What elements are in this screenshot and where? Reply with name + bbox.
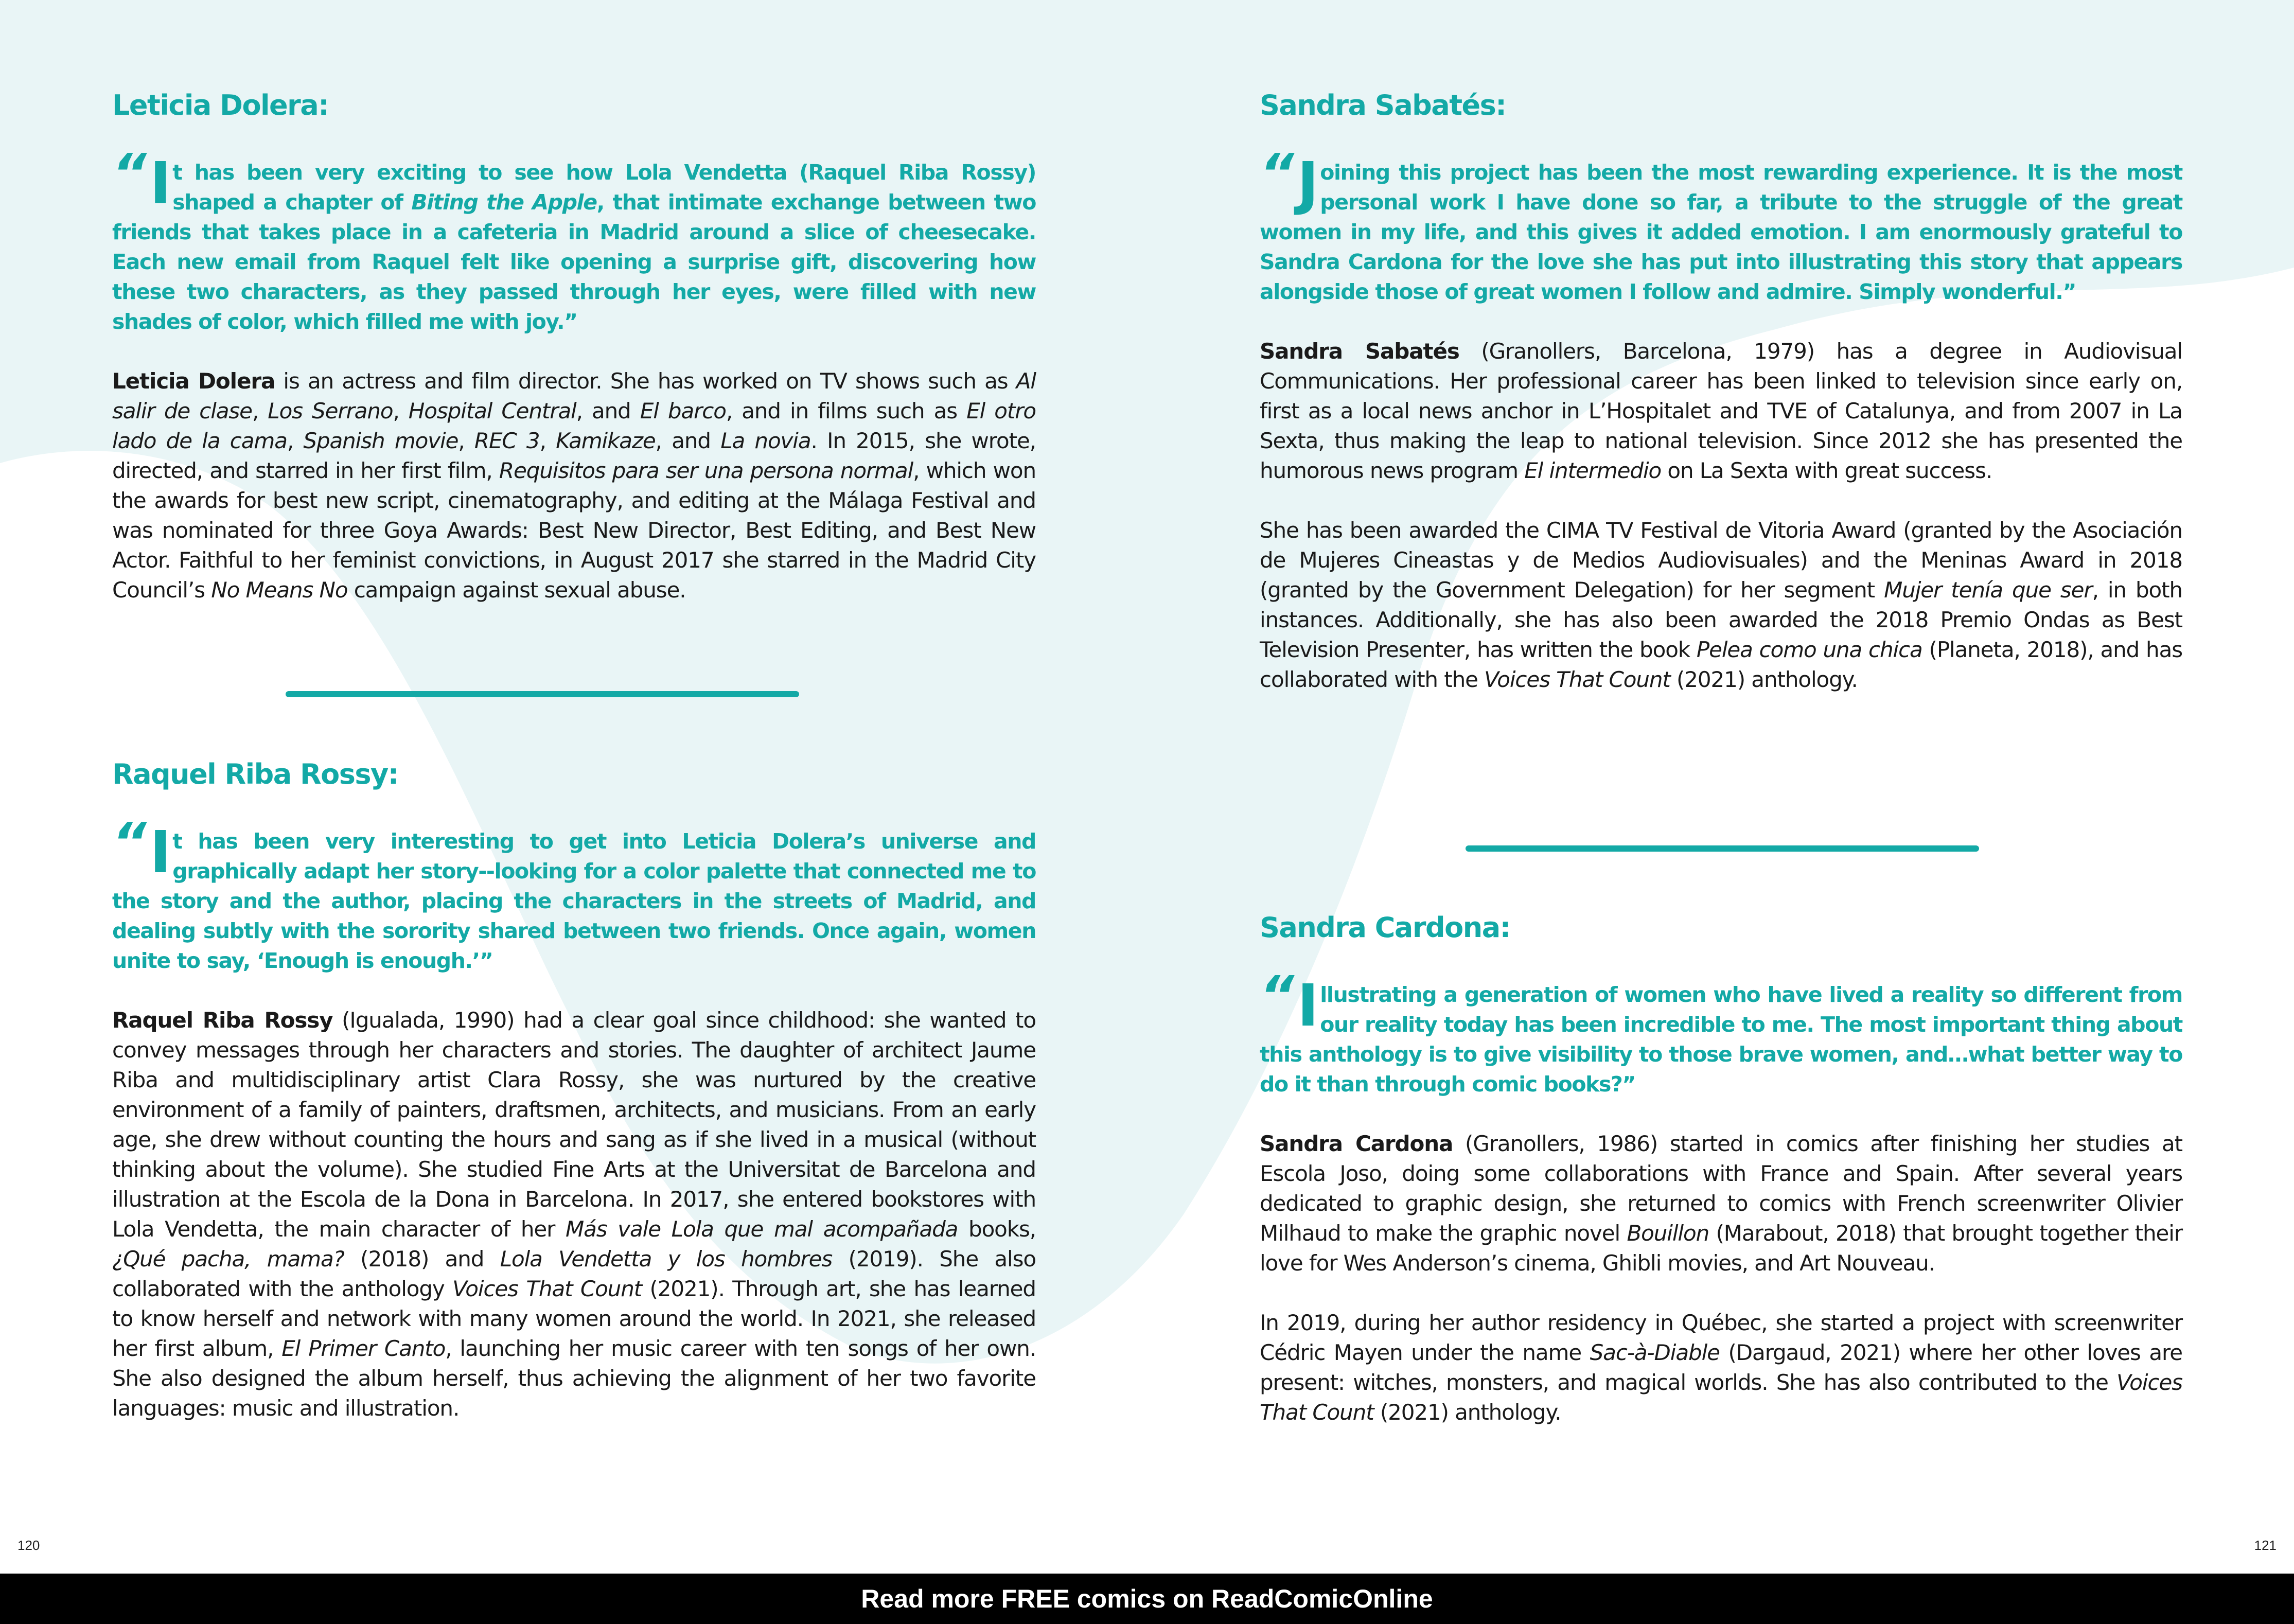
entry-sandra-sabates (1260, 87, 2182, 695)
text-run: , (252, 398, 268, 423)
text-run: t has been very exciting to see how Lola Vendetta (Raquel Riba Rossy) shaped a chapter of (172, 160, 1036, 215)
italic-title: Lola Vendetta y los hombres (500, 1246, 833, 1272)
entry-heading: Leticia Dolera: (112, 89, 329, 121)
italic-title: El intermedio (1524, 458, 1662, 483)
entry-quote (112, 811, 1036, 976)
quote-drop-cap: I (149, 819, 171, 886)
page-number-right: 121 (2254, 1538, 2277, 1553)
text-run: She has been awarded the CIMA TV Festival de Vitoria Award (granted by the Asociación de Mujeres Cineastas y de Medios Audiovisuales) and the Meninas Award in 2018 (granted by the Government Delegation) for her segment (1260, 518, 2182, 603)
entry-heading: Sandra Cardona: (1260, 911, 1510, 944)
text-run: (2021). Through art, she has learned to know herself and network with many women around the world. In 2021, she released her first album, (112, 1276, 1036, 1361)
italic-title: No Means No (211, 577, 348, 603)
entry-quote (1260, 964, 2182, 1099)
quote-drop-cap: I (1297, 973, 1318, 1039)
text-run: , (458, 428, 474, 453)
text-run: (Planeta, 2018), and has collaborated with the (1260, 637, 2182, 692)
page-number-left: 120 (17, 1538, 40, 1553)
entry-sandra-cardona (1260, 910, 2182, 1427)
italic-title: La novia (720, 428, 811, 453)
italic-title: Voices That Count (452, 1276, 642, 1301)
text-run: , (539, 428, 556, 453)
italic-title: El barco (640, 398, 726, 423)
quote-text (112, 819, 1036, 973)
entry-raquel-riba-rossy (112, 756, 1036, 1423)
entry-bio-continued (1260, 516, 2182, 695)
italic-title: Requisitos para ser una persona normal (499, 458, 913, 483)
text-run: oining this project has been the most rewarding experience. It is the most personal work I have done so far, a tribute to the struggle of the great women in my life, and this gives it added emotion. I am enormously grateful to Sandra Cardona for the love she has put into illustrating this story that appears alongside those of great women I follow and admire. Simply wonderful.” (1260, 160, 2182, 304)
quote-mark: “ (112, 142, 143, 205)
text-run: , (393, 398, 409, 423)
italic-title: Voices That Count (1484, 667, 1670, 692)
entry-bio (1260, 1129, 2182, 1278)
text-run: (Igualada, 1990) had a clear goal since childhood: she wanted to convey messages through her characters and stories. The daughter of architect Jaume Riba and multidisciplinary artist Clara Rossy, she was nurtured by the creative environment of a family of painters, draftsmen, architects, and musicians. From an early age, she drew without counting the hours and sang as if she lived in a musical (without thinking about the volume). She studied Fine Arts at the Universitat de Barcelona and illustration at the Escola de la Dona in Barcelona. In 2017, she entered bookstores with Lola Vendetta, the main character of her (112, 1008, 1036, 1242)
italic-title: Kamikaze (556, 428, 656, 453)
entry-heading: Sandra Sabatés: (1260, 89, 1506, 121)
person-name: Sandra Cardona (1260, 1131, 1453, 1156)
text-run: on La Sexta with great success. (1661, 458, 1992, 483)
text-run: campaign against sexual abuse. (347, 577, 686, 603)
text-run: . In 2015, she wrote, directed, and starred in her first film, (112, 428, 1036, 483)
text-run: , launching her music career with ten songs of her own. She also designed the album herself, thus achieving the alignment of her two favorite languages: music and illustration. (112, 1336, 1036, 1421)
text-run: (Granollers, 1986) started in comics after finishing her studies at Escola Joso, doing some collaborations with France and Spain. After several years dedicated to graphic design, she returned to comics with French screenwriter Olivier Milhaud to make the graphic novel (1260, 1131, 2182, 1246)
entry-quote (112, 142, 1036, 337)
italic-title: Los Serrano (268, 398, 393, 423)
italic-title: Hospital Central (408, 398, 576, 423)
italic-title: Biting the Apple (411, 190, 597, 215)
text-run: (2019). She also collaborated with the anthology (112, 1246, 1036, 1301)
person-name: Sandra Sabatés (1260, 339, 1459, 364)
text-run: (2021) anthology. (1670, 667, 1858, 692)
person-name: Leticia Dolera (112, 368, 275, 394)
italic-title: Spanish movie (303, 428, 458, 453)
italic-title: ¿Qué pacha, mama? (112, 1246, 344, 1272)
section-divider (1466, 845, 1979, 852)
quote-drop-cap: J (1297, 150, 1318, 217)
italic-title: Sac-à-Diable (1590, 1340, 1720, 1365)
italic-title: El otro lado de la cama (112, 398, 1036, 453)
text-run: is an actress and film director. She has worked on TV shows such as (275, 368, 1016, 394)
text-run: llustrating a generation of women who have lived a reality so different from our reality today has been incredible to me. The most important thing about this anthology is to give visibility to those brave women, and…what better way to do it than through comic books?” (1260, 982, 2182, 1097)
text-run: , and (576, 398, 640, 423)
italic-title: El Primer Canto (281, 1336, 446, 1361)
person-name: Raquel Riba Rossy (112, 1008, 333, 1033)
text-run: , and in films such as (726, 398, 967, 423)
text-run: (2021) anthology. (1373, 1400, 1561, 1425)
italic-title: Al salir de clase (112, 368, 1036, 423)
italic-title: Voices That Count (1260, 1370, 2182, 1425)
entry-leticia-dolera (112, 87, 1036, 605)
quote-text (1260, 964, 2182, 1097)
text-run: (Marabout, 2018) that brought together their love for Wes Anderson’s cinema, Ghibli movies, and Art Nouveau. (1260, 1221, 2182, 1276)
text-run: , (287, 428, 304, 453)
text-run: , which won the awards for best new script, cinematography, and editing at the Málaga Festival and was nominated for three Goya Awards: Best New Director, Best Editing, and Best New Actor. Faithful to her feminist convictions, in August 2017 she starred in the Madrid City Council’s (112, 458, 1036, 603)
entry-bio (1260, 337, 2182, 486)
entry-bio (112, 1005, 1036, 1423)
italic-title: Mujer tenía que ser (1884, 577, 2092, 603)
text-run: t has been very interesting to get into Leticia Dolera’s universe and graphically adapt her story--looking for a color palette that connected me to the story and the author, placing the characters in the streets of Madrid, and dealing subtly with the sorority shared between two friends. Once again, women unite to say, ‘Enough is enough.’” (112, 829, 1036, 973)
text-run: (2018) and (344, 1246, 500, 1272)
entry-quote (1260, 142, 2182, 307)
italic-title: Más vale Lola que mal acompañada (565, 1216, 958, 1242)
text-run: , that intimate exchange between two friends that takes place in a cafeteria in Madrid around a slice of cheesecake. Each new email from Raquel felt like opening a surprise gift, discovering how these two characters, as they passed through her eyes, were filled with new shades of color, which filled me with joy.” (112, 190, 1036, 334)
text-run: (Granollers, Barcelona, 1979) has a degree in Audiovisual Communications. Her professional career has been linked to television since early on, first as a local news anchor in L’Hospitalet and TVE of Catalunya, and from 2007 in La Sexta, thus making the leap to national television. Since 2012 she has presented the humorous news program (1260, 339, 2182, 483)
text-run: (Dargaud, 2021) where her other loves are present: witches, monsters, and magical worlds. She has also contributed to the (1260, 1340, 2182, 1395)
text-run: books, (958, 1216, 1036, 1242)
entry-heading: Raquel Riba Rossy: (112, 758, 398, 790)
promo-banner[interactable]: Read more FREE comics on ReadComicOnline (0, 1574, 2294, 1624)
quote-text (112, 150, 1036, 334)
italic-title: REC 3 (474, 428, 540, 453)
quote-mark: “ (1260, 964, 1290, 1027)
italic-title: Pelea como una chica (1696, 637, 1922, 662)
quote-text (1260, 150, 2182, 304)
quote-mark: “ (1260, 142, 1290, 205)
section-divider (286, 691, 799, 697)
quote-drop-cap: I (149, 150, 171, 217)
entry-bio (112, 366, 1036, 605)
text-run: , and (655, 428, 721, 453)
italic-title: Bouillon (1627, 1221, 1709, 1246)
quote-mark: “ (112, 811, 143, 874)
text-run: , in both instances. Additionally, she has also been awarded the 2018 Premio Ondas as Best Television Presenter, has written the book (1260, 577, 2183, 662)
text-run: In 2019, during her author residency in Québec, she started a project with screenwriter Cédric Mayen under the name (1260, 1310, 2182, 1365)
entry-bio-continued (1260, 1308, 2182, 1427)
